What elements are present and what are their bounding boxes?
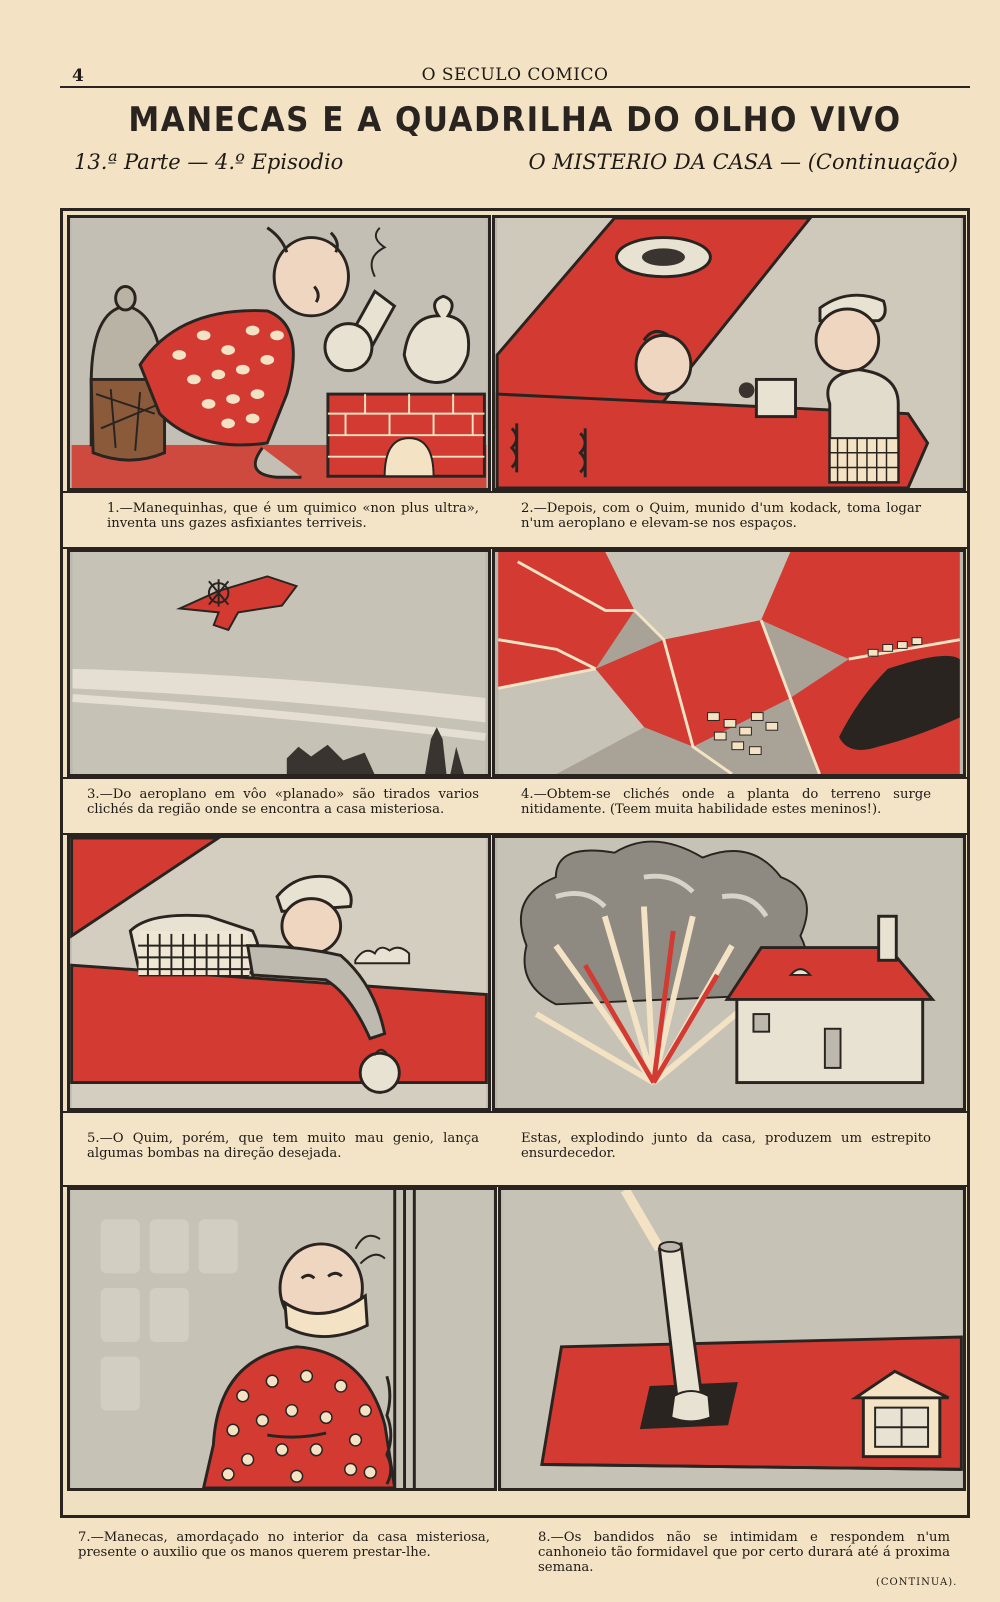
story-subtitle: O MISTERIO DA CASA — (Continuação) bbox=[528, 150, 958, 174]
panel-1 bbox=[67, 215, 491, 491]
journal-name: O SECULO COMICO bbox=[421, 65, 609, 85]
caption-2: 2.—Depois, com o Quim, munido d'um kodack, toma logar n'um aeroplano e elevam-se nos espaços. bbox=[521, 501, 921, 531]
caption-row-3 bbox=[63, 1111, 967, 1187]
caption-3: 3.—Do aeroplano em vôo «planado» são tirados varios clichés da região onde se encontra a casa misteriosa. bbox=[87, 787, 479, 817]
panel-6-illustration bbox=[495, 838, 963, 1108]
caption-6: Estas, explodindo junto da casa, produzem um estrepito ensurdecedor. bbox=[521, 1131, 931, 1161]
panel-1-illustration bbox=[70, 218, 488, 488]
caption-row-1 bbox=[63, 491, 967, 549]
panel-5-illustration bbox=[70, 838, 488, 1108]
panel-5 bbox=[67, 835, 491, 1111]
panel-6 bbox=[492, 835, 966, 1111]
panel-2 bbox=[492, 215, 966, 491]
episode-subtitle: 13.ª Parte — 4.º Episodio bbox=[74, 150, 344, 174]
comic-strip bbox=[60, 208, 970, 1518]
panel-8-illustration bbox=[501, 1190, 963, 1488]
panel-7 bbox=[67, 1187, 497, 1491]
panel-4 bbox=[492, 549, 966, 777]
panel-2-illustration bbox=[495, 218, 963, 488]
caption-row-2 bbox=[63, 777, 967, 835]
page-title: MANECAS E A QUADRILHA DO OLHO VIVO bbox=[128, 100, 902, 140]
caption-8: 8.—Os bandidos não se intimidam e respondem n'um canhoneio tão formidavel que por certo durará até á proxima semana. bbox=[538, 1530, 950, 1575]
caption-7: 7.—Manecas, amordaçado no interior da casa misteriosa, presente o auxilio que os manos querem prestar-lhe. bbox=[78, 1530, 490, 1560]
page-number: 4 bbox=[72, 66, 84, 86]
running-head bbox=[60, 62, 970, 88]
caption-5: 5.—O Quim, porém, que tem muito mau genio, lança algumas bombas na direção desejada. bbox=[87, 1131, 479, 1161]
caption-1: 1.—Manequinhas, que é um quimico «non plus ultra», inventa uns gazes asfixiantes terriveis. bbox=[107, 501, 479, 531]
continua-label: (CONTINUA). bbox=[876, 1577, 958, 1588]
caption-4: 4.—Obtem-se clichés onde a planta do terreno surge nitidamente. (Teem muita habilidade estes meninos!). bbox=[521, 787, 931, 817]
panel-7-illustration bbox=[70, 1190, 494, 1488]
panel-3 bbox=[67, 549, 491, 777]
panel-8 bbox=[498, 1187, 966, 1491]
panel-4-illustration bbox=[495, 552, 963, 774]
panel-3-illustration bbox=[70, 552, 488, 774]
